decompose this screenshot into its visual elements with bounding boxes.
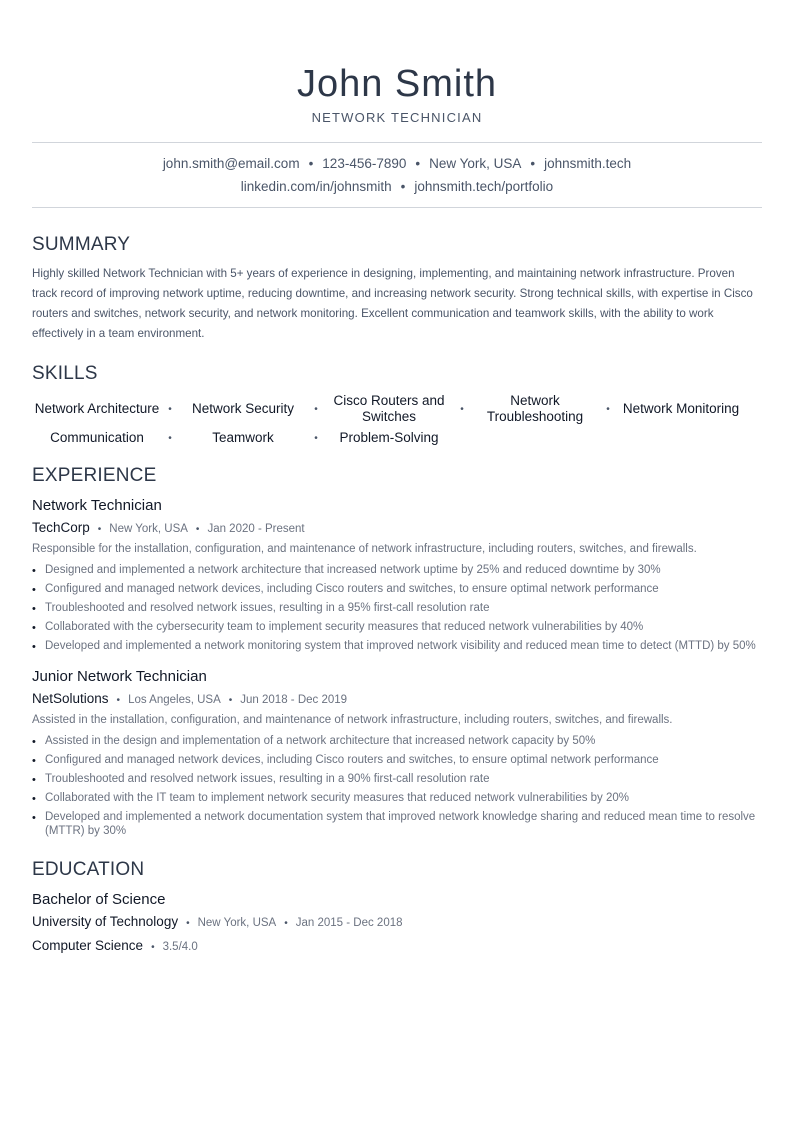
skill-item: Network Architecture [34, 401, 160, 416]
meta-separator: • [195, 524, 200, 535]
skill-item: Problem-Solving [339, 430, 439, 445]
education-meta [32, 912, 762, 934]
job-entry [32, 667, 762, 838]
contact-separator: • [400, 179, 406, 194]
meta-separator: • [186, 918, 190, 929]
education-major-row [32, 936, 762, 958]
resume-header [32, 0, 762, 126]
job-bullet: • Collaborated with the cybersecurity team to implement security measures that reduced network vulnerabilities by 40% [32, 620, 762, 634]
summary-section [32, 234, 762, 344]
school-name: University of Technology [32, 914, 179, 929]
job-bullet: • Developed and implemented a network monitoring system that improved network visibility and reduced mean time to detect (MTTD) by 50% [32, 639, 762, 653]
candidate-title: NETWORK TECHNICIAN [311, 110, 483, 125]
job-dates: Jun 2018 - Dec 2019 [240, 694, 348, 706]
contact-portfolio[interactable]: johnsmith.tech/portfolio [414, 179, 554, 194]
experience-heading: EXPERIENCE [32, 465, 157, 486]
contact-line-1 [32, 152, 762, 175]
contact-website[interactable]: johnsmith.tech [544, 156, 632, 171]
job-description: Responsible for the installation, configuration, and maintenance of network infrastructure, including routers, switches, and firewalls. [32, 543, 697, 555]
education-heading: EDUCATION [32, 859, 145, 880]
job-bullet: • Designed and implemented a network architecture that increased network uptime by 25% and reduced downtime by 30% [32, 563, 762, 577]
contact-line-2 [32, 175, 762, 198]
contact-info [32, 143, 762, 207]
degree-title: Bachelor of Science [32, 891, 166, 908]
job-meta [32, 689, 762, 711]
skill-separator: • [168, 432, 172, 444]
meta-separator: • [228, 695, 233, 706]
job-title: Junior Network Technician [32, 668, 207, 685]
meta-separator: • [284, 918, 288, 929]
skill-separator: • [606, 403, 610, 415]
job-bullet: • Configured and managed network devices, including Cisco routers and switches, to ensure optimal network performance [32, 582, 762, 596]
job-description: Assisted in the installation, configuration, and maintenance of network infrastructure, including routers, switches, and firewalls. [32, 714, 673, 726]
contact-location: New York, USA [429, 156, 522, 171]
skills-section [32, 363, 762, 446]
skill-item: Network Troubleshooting [486, 393, 584, 424]
skill-item: Network Security [191, 401, 295, 416]
skills-row-1 [32, 393, 762, 425]
job-bullets [32, 734, 762, 838]
job-meta [32, 518, 762, 540]
skill-separator: • [314, 432, 318, 444]
skill-item: Cisco Routers and Switches [333, 393, 445, 424]
meta-separator: • [97, 524, 102, 535]
skill-item: Teamwork [212, 430, 274, 445]
meta-separator: • [116, 695, 121, 706]
job-company: TechCorp [32, 520, 90, 535]
job-bullet: • Developed and implemented a network documentation system that improved network knowledge sharing and reduced mean time to resolve (MTTR) by 30% [32, 810, 762, 838]
skills-row-2 [32, 430, 762, 446]
job-bullet: • Collaborated with the IT team to implement network security measures that reduced network vulnerabilities by 20% [32, 791, 762, 805]
contact-phone[interactable]: 123-456-7890 [322, 156, 407, 171]
education-entry [32, 890, 762, 958]
job-company: NetSolutions [32, 691, 109, 706]
header-divider-bottom [32, 207, 762, 208]
job-bullet: • Troubleshooted and resolved network issues, resulting in a 90% first-call resolution rate [32, 772, 762, 786]
job-dates: Jan 2020 - Present [207, 523, 305, 535]
contact-separator: • [415, 156, 421, 171]
school-location: New York, USA [197, 917, 277, 929]
job-bullet: • Configured and managed network devices, including Cisco routers and switches, to ensure optimal network performance [32, 753, 762, 767]
contact-linkedin[interactable]: linkedin.com/in/johnsmith [240, 179, 392, 194]
summary-heading: SUMMARY [32, 234, 131, 255]
job-bullet: • Troubleshooted and resolved network issues, resulting in a 95% first-call resolution rate [32, 601, 762, 615]
education-dates: Jan 2015 - Dec 2018 [295, 917, 403, 929]
gpa: 3.5/4.0 [162, 941, 198, 953]
job-bullets [32, 563, 762, 653]
job-title: Network Technician [32, 497, 162, 514]
contact-separator: • [308, 156, 314, 171]
major: Computer Science [32, 938, 144, 953]
skill-separator: • [168, 403, 172, 415]
skills-heading: SKILLS [32, 363, 98, 384]
skill-separator: • [314, 403, 318, 415]
contact-separator: • [530, 156, 536, 171]
experience-section [32, 465, 762, 838]
education-section [32, 859, 762, 958]
skill-item: Network Monitoring [622, 401, 740, 416]
job-bullet: • Assisted in the design and implementation of a network architecture that increased network capacity by 50% [32, 734, 762, 748]
job-location: Los Angeles, USA [128, 694, 221, 706]
job-location: New York, USA [109, 523, 188, 535]
summary-text: Highly skilled Network Technician with 5+ years of experience in designing, implementing, and maintaining network infrastructure. Proven track record of improving network uptime, reducing downtime, and increasing network security. Strong technical skills, with expertise in Cisco routers and switches, network security, and network monitoring. Excellent communication and teamwork skills, with the ability to work effectively in a team environment. [32, 267, 753, 340]
skill-item: Communication [50, 430, 144, 445]
candidate-name: John Smith [296, 63, 498, 105]
meta-separator: • [151, 942, 155, 953]
contact-email[interactable]: john.smith@email.com [162, 156, 300, 171]
skill-separator: • [460, 403, 464, 415]
job-entry [32, 496, 762, 653]
